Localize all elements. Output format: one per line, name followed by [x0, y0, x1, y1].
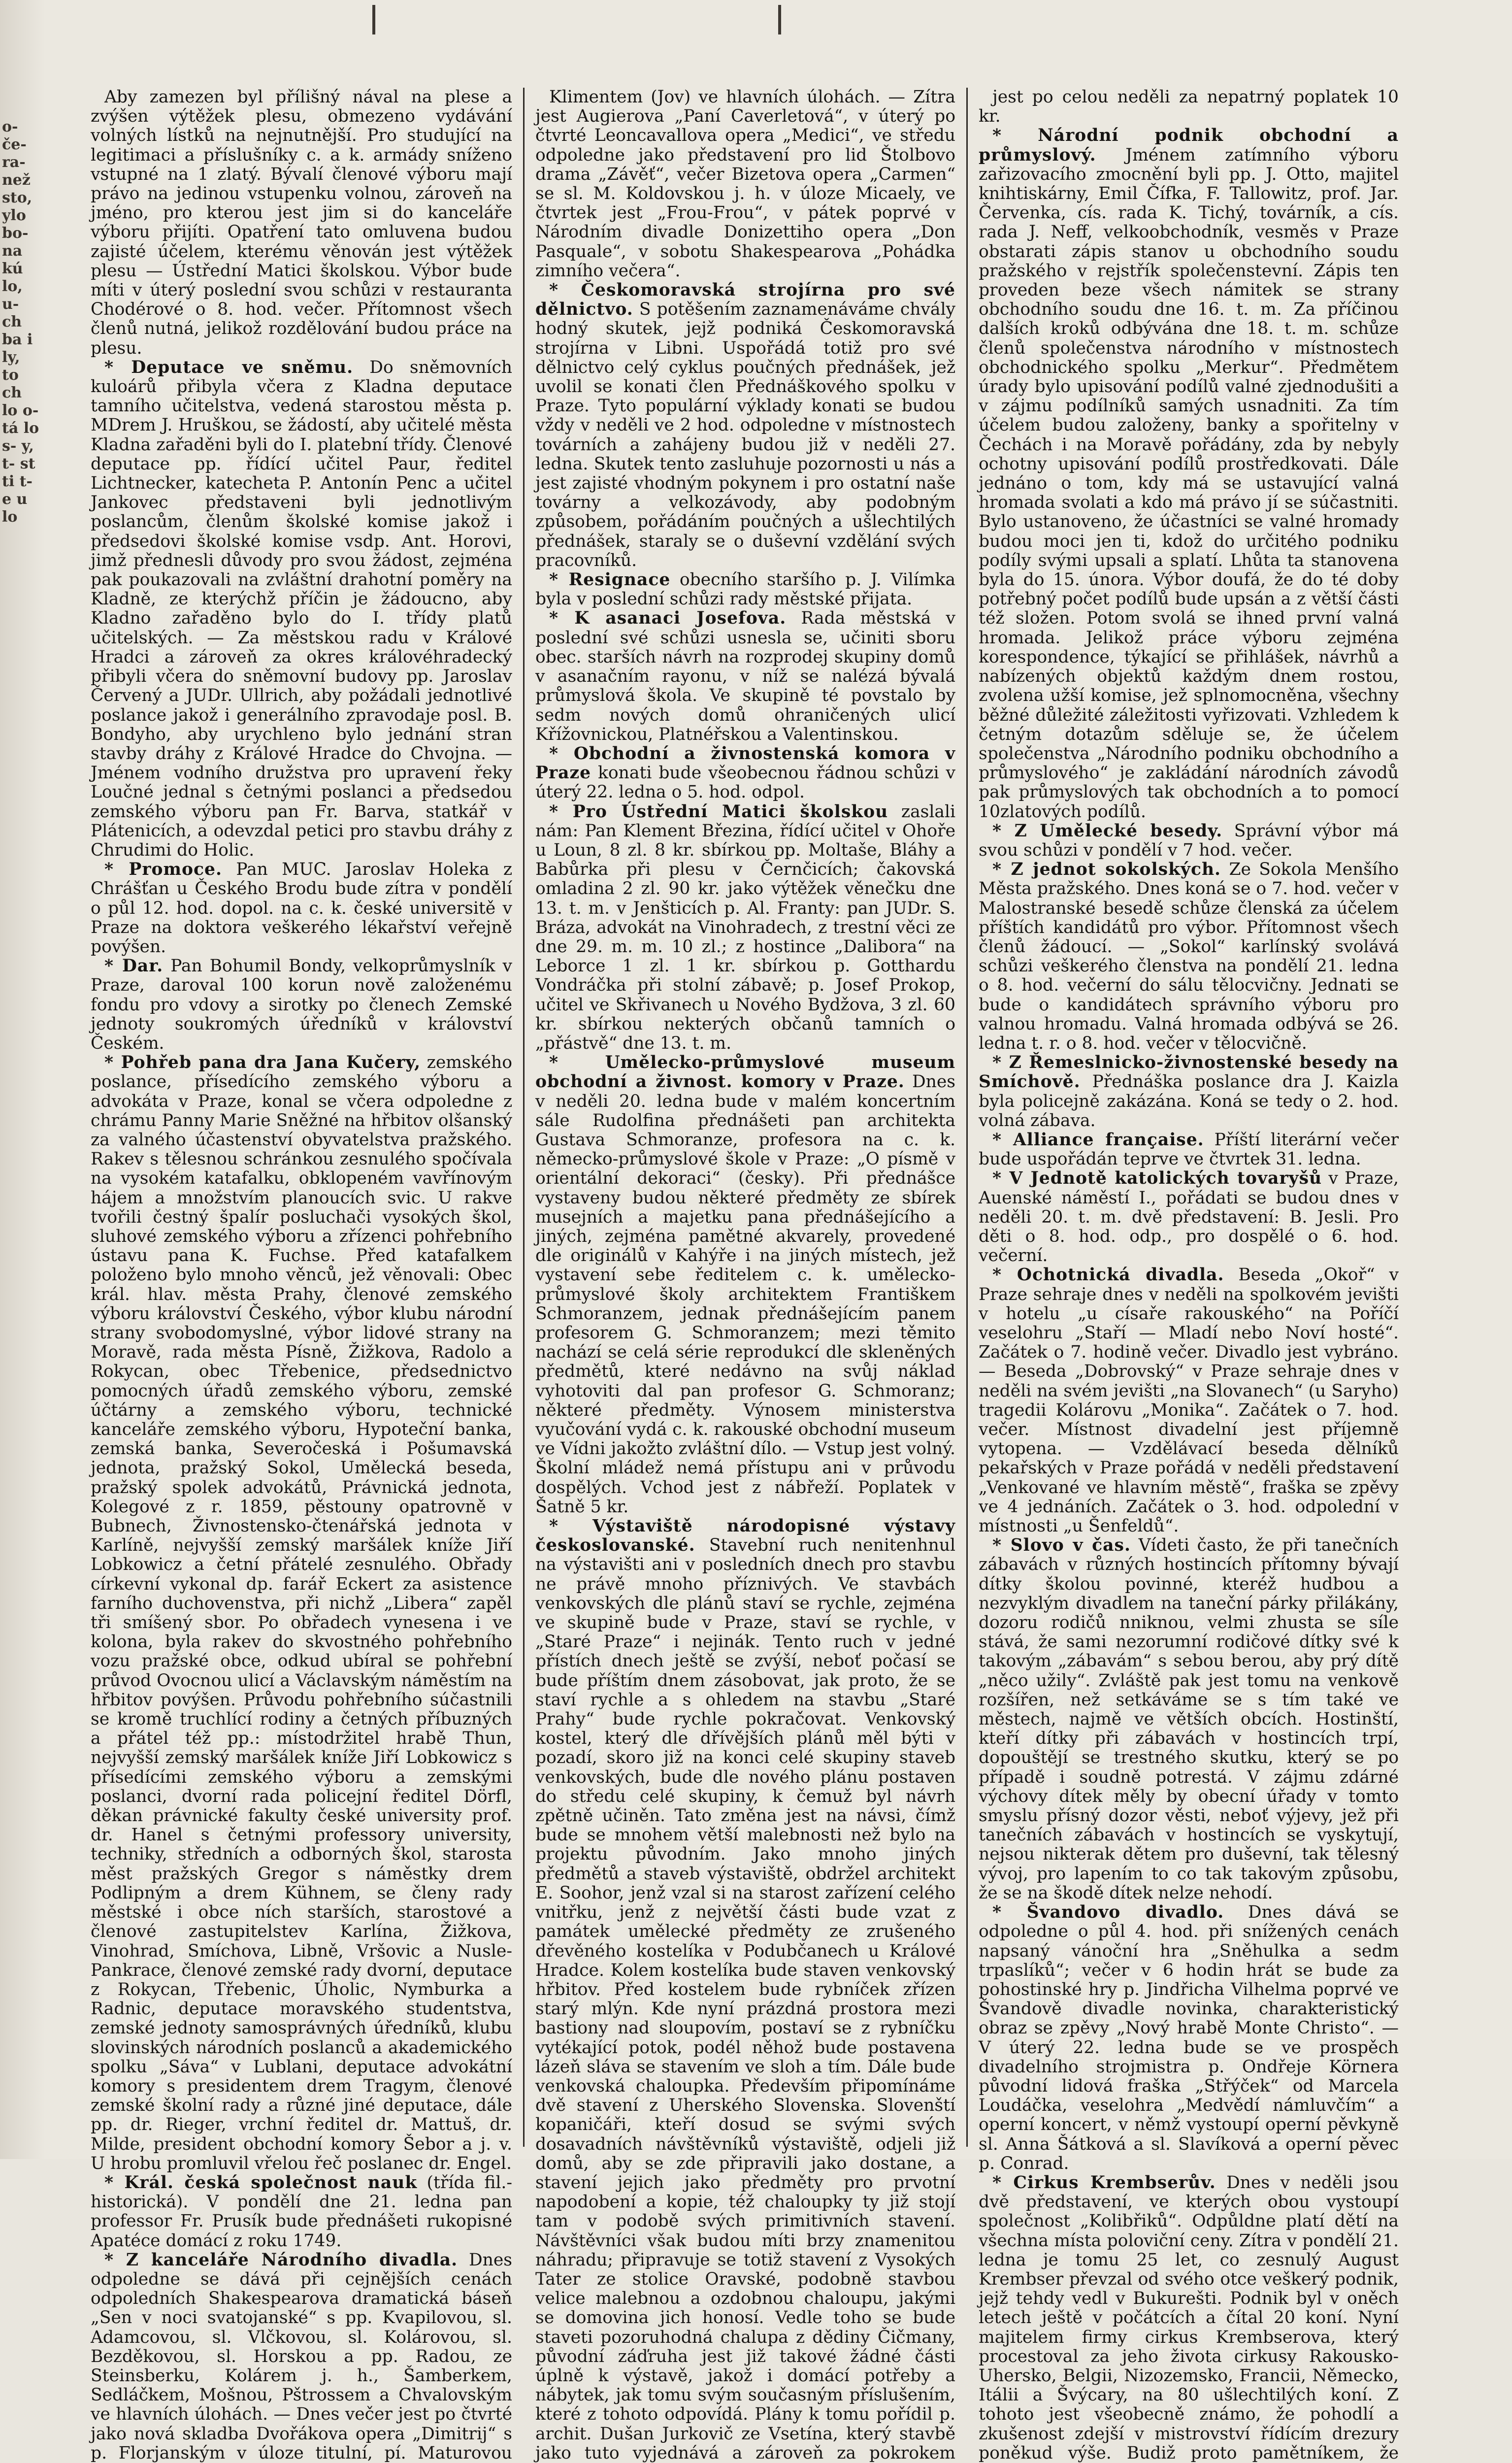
news-item-body: Správní výbor má svou schůzi v pondělí v 7 hod. večer. — [979, 821, 1399, 860]
news-item-body: Ze Sokola Menšího Města pražského. Dnes koná se o 7. hod. večer v Malostranské besedě schůze členská za účelem příštích kandidátů pro výbor. Přítomnost všech členů žádoucí. — „Sokol“ karlínský svolává schůzi veškerého členstva na pondělí 21. ledna o 8. hod. večerní do sálu tělocvičny. Jednati se bude o kandidátech správního výboru pro valnou hromadu. Valná hromada odbývá se 26. ledna t. r. o 8. hod. večer v tělocvičně. — [979, 860, 1399, 1053]
news-item-headline: * Z Řemeslnicko-živnostenské besedy na Smíchově. — [979, 1053, 1399, 1092]
top-rule-mark — [778, 5, 781, 34]
news-item — [535, 281, 955, 570]
news-item — [979, 1265, 1399, 1536]
news-item-headline: * Umělecko-průmyslové museum obchodní a živnost. komory v Praze. — [535, 1053, 955, 1092]
news-item-body: v Praze, Auenské náměstí I., pořádati se budou dnes v neděli 20. t. m. dvě představení: B. Jesli. Pro děti o 8. hod. odp., pro dospělé o 6. hod. večerní. — [979, 1168, 1399, 1266]
news-item-body: Do sněmovních kuloárů přibyla včera z Kladna deputace tamního učitelstva, vedená starostou města p. MDrem J. Hruškou, se žádostí, aby učitelé města Kladna zařaděni byli do I. platební třídy. Členové deputace pp. řídící učitel Paur, ředitel Lichtnecker, katecheta P. Antonín Penc a učitel Jankovec představeni byli jednotlivým poslancům, členům školské komise jakož i předsedovi školské komise vsdp. Ant. Horovi, jimž přednesli důvody pro svou žádost, zejména pak poukazovali na zvláštní drahotní poměry na Kladně, ze kterýchž příčin je žádoucno, aby Kladno zařaděno bylo do I. třídy platů učitelských. — Za městskou radu v Králové Hradci a zároveň za okres královéhradecký přibyli včera do sněmovní budovy pp. Jaroslav Červený a JUDr. Ullrich, aby požádali jednotlivé poslance jakož i generálního zpravodaje posl. B. Bondyho, aby urychleno bylo jednání stran stavby dráhy z Králové Hradce do Chvojna. — Jménem vodního družstva pro upravení řeky Loučné jednal s četnými poslanci a předsedou zemského výboru pan Fr. Barva, statkář v Plátenicích, a odevzdal petici pro stavbu dráhy z Chrudimi do Holic. — [91, 357, 513, 860]
news-item-headline: * Z kanceláře Národního divadla. — [104, 2250, 458, 2270]
news-item-body: obecního staršího p. J. Vilímka byla v poslední schůzi rady městské přijata. — [535, 570, 955, 609]
news-item — [979, 126, 1399, 821]
news-item-headline: * K asanaci Josefova. — [549, 608, 787, 629]
news-item — [91, 2251, 512, 2463]
news-item-body: Dnes dává se odpoledne o půl 4. hod. při snížených cenách napsaný vánoční hra „Sněhulka a sedm trpaslíků“; večer v 6 hodin hrát se bude za pohostinské hry p. Jindřicha Vilhelma poprvé ve Švandově divadle novinka, charakteristický obraz se zpěvy „Nový hrabě Monte Christo“. — V úterý 22. ledna bude se ve prospěch divadelního strojmistra p. Ondřeje Körnera původní lidová fraška „Střýček“ od Marcela Loudáčka, veselohra „Medvědí námluvčím“ a operní koncert, v němž vystoupí operní pěvkyně sl. Anna Šátková a sl. Slavíková a operní pěvec p. Conrad. — [979, 1902, 1399, 2173]
top-rule-mark — [372, 5, 375, 34]
adjacent-page-fragment: o- če- ra- než sto, ylo bo- na kú lo, u- ch ba i ly, to ch lo o- tá lo s- y, t- st ti t- e u lo — [2, 118, 39, 526]
news-item-body: Jménem zatímního výboru zařizovacího zmocnění byli pp. J. Otto, majitel knihtiskárny, Emil Čífka, F. Tallowitz, prof. Jar. Červenka, cís. rada K. Tichý, továrník, a cís. rada J. Neff, velkoobchodník, vesměs v Praze obstarati zápis stanov u obchodního soudu pražského v rejstřík společenstevní. Zápis ten proveden beze všech námitek se strany obchodního soudu dne 16. t. m. Za příčinou dalších kroků odbývána dne 18. t. m. schůze členů společenstva národního v místnostech obchodnického spolku „Merkur“. Předmětem úrady bylo upisování podílů valné zjednodušiti a v zájmu podílníků samých usnadniti. Za tím účelem budou založeny, banky a spořitelny v Čechách i na Moravě pořádány, zda by nebyly ochotny upisování podílů prostředkovati. Dále jednáno o tom, kdy má se ustavující valná hromada svolati a kdo má právo jí se súčastniti. Bylo ustanoveno, že účastníci se valné hromady budou moci jen ti, kdož do určitého podniku podíly svými upsali a splatí. Lhůta ta stanovena byla do 15. února. Výbor doufá, že do té doby potřebný počet podílů bude upsán a z větší části též složen. Potom svolá se ihned první valná hromada. Jelikož práce výboru zejména korespondence, týkající se přihlášek, návrhů a nabízených objektů každým dnem rostou, zvolena užší komise, jež splnomocněna, všechny běžné důležité záležitosti vyřizovati. Vzhledem k četným dotazům sděluje se, že účelem společenstva „Národního podniku obchodního a průmyslového“ je zakládání národních závodů pak průmyslových tak obchodních a to pomocí 10zlatových podílů. — [979, 145, 1399, 822]
news-item — [979, 860, 1399, 1053]
news-item-headline: * V Jednotě katolických tovaryšů — [992, 1168, 1322, 1189]
news-item-headline: * Slovo v čas. — [992, 1535, 1131, 1556]
news-item-headline: * Výstaviště národopisné výstavy českoslovanské. — [535, 1516, 955, 1556]
news-item — [979, 1131, 1399, 1169]
news-item — [979, 88, 1399, 126]
news-item-headline: * Dar. — [104, 956, 164, 976]
news-item-body: konati bude všeobecnou řádnou schůzi v úterý 22. ledna o 5. hod. odpol. — [535, 763, 955, 802]
news-item-headline: * Obchodní a živnostenská komora v Praze — [535, 743, 955, 783]
news-item — [535, 744, 955, 802]
news-item-body: Stavební ruch nenitenhnul na výstavišti ani v posledních dnech pro stavbu ne právě mnoho příznivých. Ve stavbách venkovských dle plánů staví se rychle, zejména ve skupině bude v Praze, staví se rychle, v „Staré Praze“ i nejinák. Tento ruch v jedné přístích dnech ještě se zvýší, neboť počasí se bude příštím dnem zásobovat, jak proto, že se staví rychle a s ohledem na stavbu „Staré Prahy“ bude rychle pokračovat. Venkovský kostel, který dle dřívějších plánů měl býti v pozadí, skoro již na konci celé skupiny staveb venkovských, bude dle nového plánu postaven do středu celé skupiny, k čemuž byl návrh zpětně učiněn. Tato změna jest na návsi, čímž bude se mnohem větší malebnosti než bylo na projektu původním. Jako mnoho jiných předmětů a staveb výstaviště, obdržel architekt E. Soohor, jenž vzal si na starost zařízení celého vnitřku, jenž z největší části bude vzat z památek umělecké předměty ze zrušeného dřevěného kostelíka v Podubčanech u Králové Hradce. Kolem kostelíka bude staven venkovský hřbitov. Před kostelem bude rybníček zřízen starý mlýn. Kde nyní prázdná prostora mezi bastiony nad sloupovím, postaví se z rybníčku vytékající potok, podél něhož bude postavena lázeň sláva se stavením ve sloh a tím. Dále bude venkovská chaloupka. Především připomínáme dvě stavení z Uherského Slovenska. Slovenští kopaničáři, kteří dosud se svými svých dosavadních návštěvníků výstaviště, odjeli již domů, aby se zde připravili jako dostane, a stavení jejich jako předměty pro prvotní napodobení a kopie, též chaloupky ty již stojí tam v podobě svých primitivních stavení. Návštěvníci však budou míti brzy znamenitou náhradu; připravuje se totiž stavení z Vysokých Tater ze stolice Oravské, podobně stavbou velice malebnou a ozdobnou chaloupu, jakými se domovina jich honosí. Vedle toho se bude staveti pozoruhodná chalupa z dědiny Čičmany, původní záďruha jest již takové žádné části úplně k výstavě, jakož i domácí potřeby a nábytek, jak tomu svým současným příslušením, které z tohoto odpovídá. Plány k tomu pořídil p. archit. Dušan Jurkovič ze Vsetína, který stavbě jako tuto vyjednává a zároveň za pokrokem — [535, 1535, 955, 2463]
news-item-body: Rada městská v poslední své schůzi usnesla se, učiniti sboru obec. starších návrh na rozprodej skupiny domů v asanačním rayonu, v níž se nalézá bývalá průmyslová škola. Ve skupině té povstalo by sedm nových domů ohraničených ulicí Křížovnickou, Platnéřskou a Valentinskou. — [535, 608, 956, 744]
news-item-headline: * Národní podnik obchodní a průmyslový. — [979, 126, 1399, 165]
news-item — [979, 822, 1399, 860]
news-item-body: Pan MUC. Jaroslav Holeka z Chrášťan u Českého Brodu bude zítra v pondělí o půl 12. hod. dopol. na c. k. české universitě v Praze na doktora veškerého lékařství veřejně povýšen. — [91, 860, 513, 957]
news-item-headline: * Pro Ústřední Matici školskou — [549, 801, 888, 822]
news-item — [979, 1536, 1399, 1903]
news-item-headline: * Švandovo divadlo. — [992, 1902, 1224, 1923]
news-item — [535, 1517, 955, 2463]
news-item-headline: * Alliance française. — [992, 1130, 1204, 1150]
news-item-body: zaslali nám: Pan Klement Březina, řídící učitel v Ohoře u Loun, 8 zl. 8 kr. sbírkou pp. Moltaše, Bláhy a Babůrka při plesu v Černčicích; čakovská omladina 2 zl. 90 kr. jako výtěžek věnečku dne 13. t. m. v Jenšticích p. Al. Franty: pan JUDr. S. Bráza, advokát na Vinohradech, z trestní věci ze dne 29. m. m. 10 zl.; z hostince „Dalibora“ na Leborce 1 zl. 1 kr. sbírkou p. Gotthardu Vondráčka při stolní zábavě; p. Josef Prokop, učitel ve Skřivanech u Nového Bydžova, 3 zl. 60 kr. sbírkou nekterých občanů tamních o „přástvě“ dne 13. t. m. — [535, 801, 956, 1053]
news-item — [91, 358, 512, 860]
news-item-headline: * Pohřeb pana dra Jana Kučery, — [104, 1053, 421, 1073]
news-item — [979, 2173, 1399, 2463]
news-item — [91, 1053, 512, 2173]
news-item — [979, 1169, 1399, 1265]
news-item-body: Přednáška poslance dra J. Kaizla byla policejně zakázána. Koná se tedy o 2. hod. volná zábava. — [979, 1072, 1399, 1131]
news-item-headline: * Z Umělecké besedy. — [992, 821, 1223, 841]
news-item-headline: * Promoce. — [104, 860, 223, 880]
news-item-body: Aby zamezen byl přílišný nával na plese a zvýšen výtěžek plesu, obmezeno vydávání volných lístků na nejnutnější. Pro studující na legitimaci a příslušníky c. a k. armády sníženo vstupné na 1 zlatý. Bývalí členové výboru mají právo na jedinou vstupenku volnou, zároveň na jméno, pro kterou jest jim si do kanceláře výboru přijíti. Opatření tato omluvena budou zajisté účelem, kterému věnován jest výtěžek plesu — Ústřední Matici školskou. Výbor bude míti v úterý poslední svou schůzi v restauranta Chodérové o 8. hod. večer. Přítomnost všech členů nutná, jelikož rozdělování budou práce na plesu. — [91, 87, 512, 358]
news-item — [91, 88, 512, 358]
news-item-headline: * Českomoravská strojírna pro své dělnictvo. — [535, 280, 955, 320]
news-item — [535, 609, 955, 744]
column-1 — [80, 87, 523, 2463]
news-item-body: Dnes odpoledne se dává při cejnějších cenách odpoledních Shakespearova dramatická báseň „Sen v noci svatojanské“ s pp. Kvapilovou, sl. Adamcovou, sl. Vlčkovou, sl. Kolárovou, sl. Bezděkovou, sl. Horskou a pp. Radou, ze Steinsberku, Kolárem j. h., Šamberkem, Sedláčkem, Mošnou, Pštrossem a Chvalovským ve hlavních úlohách. — Dnes večer jest po čtvrté jako nová skladba Dvořákova opera „Dimitrij“ s p. Florjanským v úloze titulní, pí. Maturovou — [91, 2250, 512, 2463]
article-columns — [80, 87, 1410, 2463]
column-2 — [523, 87, 966, 2463]
news-item-body: Beseda „Okoř“ v Praze sehraje dnes v neděli na spolkovém jevišti v hotelu „u císaře rakouského“ na Poříčí veselohru „Staří — Mladí nebo Noví hosté“. Začátek o 7. hodině večer. Divadlo jest vybráno. — Beseda „Dobrovský“ v Praze sehraje dnes v neděli na svém jevišti „na Slovanech“ (u Saryho) tragedii Kolárovu „Monika“. Začátek o 7. hod. večer. Místnost divadelní jest příjemně vytopena. — Vzdělávací beseda dělníků pekařských v Praze pořádá v neděli představení „Venkované ve hlavním městě“, fraška se zpěvy ve 4 jednáních. Začátek o 3. hod. odpolední v místnosti „u Šenfeldů“. — [979, 1265, 1399, 1536]
news-item — [979, 1903, 1399, 2173]
news-item — [91, 957, 512, 1053]
news-item-headline: * Ochotnická divadla. — [992, 1265, 1224, 1285]
news-item-body: Dnes v neděli 20. ledna bude v malém koncertním sále Rudolfina přednášeti pan architekta Gustava Schmoranze, profesora na c. k. německo-průmyslové škole v Praze: „O písmě v orientální dekoraci“ (česky). Při přednášce vystaveny budou některé předměty ze sbírek musejních a majetku pana přednášejícího a jiných, zejména pamětné akvarely, provedené dle originálů v Kahýře i na jiných místech, jež vystavení sebe ředitelem c. k. umělecko-průmyslové školy architektem Františkem Schmoranzem, jednak přednášejícím panem profesorem G. Schmoranzem; mezi těmito nachází se celá série reprodukcí dle skleněných předmětů, které nedávno na svůj náklad vyhotoviti dal pan profesor G. Schmoranz; některé předměty. Výnosem ministerstva vyučování vydá c. k. rakouské obchodní museum ve Vídni jakožto zvláštní dílo. — Vstup jest volný. Školní mládež nemá přístupu ani v průvodu dospělých. Vchod jest z nábřeží. Poplatek v Šatně 5 kr. — [535, 1072, 955, 1517]
news-item-headline: * Z jednot sokolských. — [992, 860, 1221, 880]
news-item-body: Pan Bohumil Bondy, velkoprůmyslník v Praze, daroval 100 korun nově založenému fondu pro vdovy a sirotky po členech Zemské jednoty soukromých úředníků v království Českém. — [91, 956, 512, 1053]
news-item-body: Příští literární večer bude uspořádán teprve ve čtvrtek 31. ledna. — [979, 1130, 1399, 1169]
news-item-body: S potěšením zaznamenáváme chvály hodný skutek, jejž podniká Českomoravská strojírna v Libni. Uspořádá totiž pro své dělnictvo celý cyklus poučných přednášek, jež uvolil se konati člen Přednáškového spolku v Praze. Tyto populární výklady konati se budou vždy v neděli ve 2 hod. odpoledne v místnostech továrních a zahájeny budou již v neděli 27. ledna. Skutek tento zasluhuje pozornosti u nás a jest zajisté vhodným pokynem i pro ostatní naše továrny a velkozávody, aby podobným způsobem, pořádáním poučných a ušlechtilých přednášek, staraly se o duševní vzdělání svých pracovníků. — [535, 300, 955, 570]
news-item — [535, 88, 955, 281]
news-item-body: Vídeti často, že při tanečních zábavách v různých hostincích přítomny bývají dítky školou povinné, kteréž hudbou a nezvyklým divadlem na taneční párky přilákány, dozoru rodičů nniknou, velmi zhusta se síle stává, že sami nezorumní rodičové dítky své k takovým „zábavám“ s sebou berou, aby prý dítě „něco užily“. Zvláště pak jest tomu na venkově rozšířen, než setkáváme se s tím také ve městech, najmě ve větších obcích. Hostinští, kteří dítky při zábavách v hostincích trpí, dopouštějí se trestného skutku, který se po případě i soudně potrestá. V zájmu zdárné výchovy dítek měly by obecní úřady v tomto smyslu přísný dozor věsti, neboť výjevy, jež při tanečních zábavách v hostincích se vyskytují, nejsou nikterak dětem pro duševní, tak tělesný vývoj, pro lapením to co tak takovým způsobu, že se na škodě dítek nelze nehodí. — [979, 1535, 1399, 1903]
news-item-body: (třída fil.-historická). V pondělí dne 21. ledna pan professor Fr. Prusík bude přednášeti rukopisné Apatéce domácí z roku 1749. — [91, 2172, 513, 2251]
news-item — [535, 1053, 955, 1517]
news-item-body: Klimentem (Jov) ve hlavních úlohách. — Zítra jest Augierova „Paní Caverletová“, v úterý po čtvrté Leoncavallova opera „Medici“, ve středu odpoledne jako představení pro lid Štolbovo drama „Závěť“, večer Bizetova opera „Carmen“ se sl. M. Koldovskou j. h. v úloze Micaely, ve čtvrtek jest „Frou-Frou“, v pátek poprvé v Národním divadle Donizettiho opera „Don Pasquale“, v sobotu Shakespearova „Pohádka zimního večera“. — [535, 87, 955, 281]
news-item — [535, 802, 955, 1054]
news-item — [91, 860, 512, 957]
news-item-body: Dnes v neděli jsou dvě představení, ve kterých obou vystoupí společnost „Kolibřiků“. Odpůldne platí dětí na všechna místa poloviční ceny. Zítra v pondělí 21. ledna je tomu 25 let, co zesnulý August Krembser převzal od svého otce veškerý podnik, jejž tehdy vedl v Bukurešti. Podnik byl v oněch letech ještě v počátcích a čítal 20 koní. Nyní majitelem firmy cirkus Krembserova, který procestoval za jeho života cirkusy Rakousko-Uhersko, Belgii, Nizozemsko, Francii, Německo, Itálii a Švýcary, na 80 ušlechtilých koní. Z tohoto jest všeobecně známo, že pohodlí a zkušenost zdejší v mistrovství řídícím drezury poněkud výše. Budiž proto pamětníkem, že — [979, 2172, 1399, 2463]
news-item-headline: * Král. česká společnost nauk — [104, 2172, 418, 2193]
news-item-headline: * Cirkus Krembserův. — [992, 2172, 1216, 2193]
binding-edge — [0, 0, 45, 2159]
news-item-body: zemského poslance, přísedícího zemského výboru a advokáta v Praze, konal se včera odpoledne z chrámu Panny Marie Sněžné na hřbitov olšanský za valného účastenství obyvatelstva pražského. Rakev s tělesnou schránkou zesnulého spočívala na vysokém katafalku, obklopeném vavřínovým hájem a množstvím planoucích svic. U rakve tvořili čestný špalír posluchači vysokých škol, sluhové zemského výboru a zřízenci pohřebního ústavu pana K. Fuchse. Před katafalkem položeno bylo mnoho věnců, jež věnovali: Obec král. hlav. města Prahy, členové zemského výboru království Českého, výbor klubu národní strany svobodomyslné, výbor lidové strany na Moravě, rada města Písně, Žižkova, Radolo a Rokycan, obec Třebenice, předsednictvo pomocných úřadů zemského výboru, zemské účtárny a zemského výboru, technické kanceláře zemského výboru, Hypoteční banka, zemská banka, Severočeská i Pošumavská jednota, pražský Sokol, Umělecká beseda, pražský spolek advokátů, Právnická jednota, Kolegové z r. 1859, pěstouny opatrovně v Bubnech, Živnostensko-čtenářská jednota v Karlíně, nejvyšší zemský maršálek kníže Jiří Lobkowicz a četní přátelé zesnulého. Obřady církevní vykonal dp. farář Eckert za asistence farního duchovenstva, při nichž „Libera“ zapěl tři smíšený sbor. Po obřadech vynesena i ve kolona, byla rakev do skvostného pohřebního vozu pražské obce, odkud ubíral se pohřební průvod Ovocnou ulicí a Václavským náměstím na hřbitov povýšen. Průvodu pohřebního súčastnili se kromě truchlící rodiny a četných příbuzných a přátel též pp.: místodržitel hrabě Thun, nejvyšší zemský maršálek kníže Jiří Lobkowicz s přísedícími zemského výboru a zemskými poslanci, dvorní rada policejní ředitel Dörfl, děkan právnické fakulty české university prof. dr. Hanel s četnými professory university, techniky, středních a odborných škol, starosta měst pražských Gregor s náměstky drem Podlipným a drem Kühnem, se členy rady městské i obce ních starších, starostové a členové zastupitelstev Karlína, Žižkova, Vinohrad, Smíchova, Libně, Vršovic a Nusle-Pankrace, členové zemské rady dvorní, deputace z Rokycan, Třebenic, Úholic, Nymburka a Radnic, deputace moravského studentstva, zemské jednoty samosprávných úředníků, klubu slovinských národních poslanců a akademického spolku „Sáva“ v Lublani, deputace advokátní komory s presidentem drem Tragym, členové zemské školní rady a různé jiné deputace, dále pp. dr. Rieger, vrchní ředitel dr. Mattuš, dr. Milde, president obchodní komory Šebor a j. v. U hrobu promluvil vřelou řeč poslanec dr. Engel. — [91, 1053, 512, 2173]
column-3 — [966, 87, 1410, 2463]
news-item-headline: * Resignace — [549, 570, 671, 590]
news-item — [979, 1053, 1399, 1131]
news-item — [91, 2173, 512, 2251]
news-item-headline: * Deputace ve sněmu. — [104, 357, 354, 377]
news-item — [535, 570, 955, 609]
news-item-body: jest po celou neděli za nepatrný poplatek 10 kr. — [979, 87, 1399, 127]
